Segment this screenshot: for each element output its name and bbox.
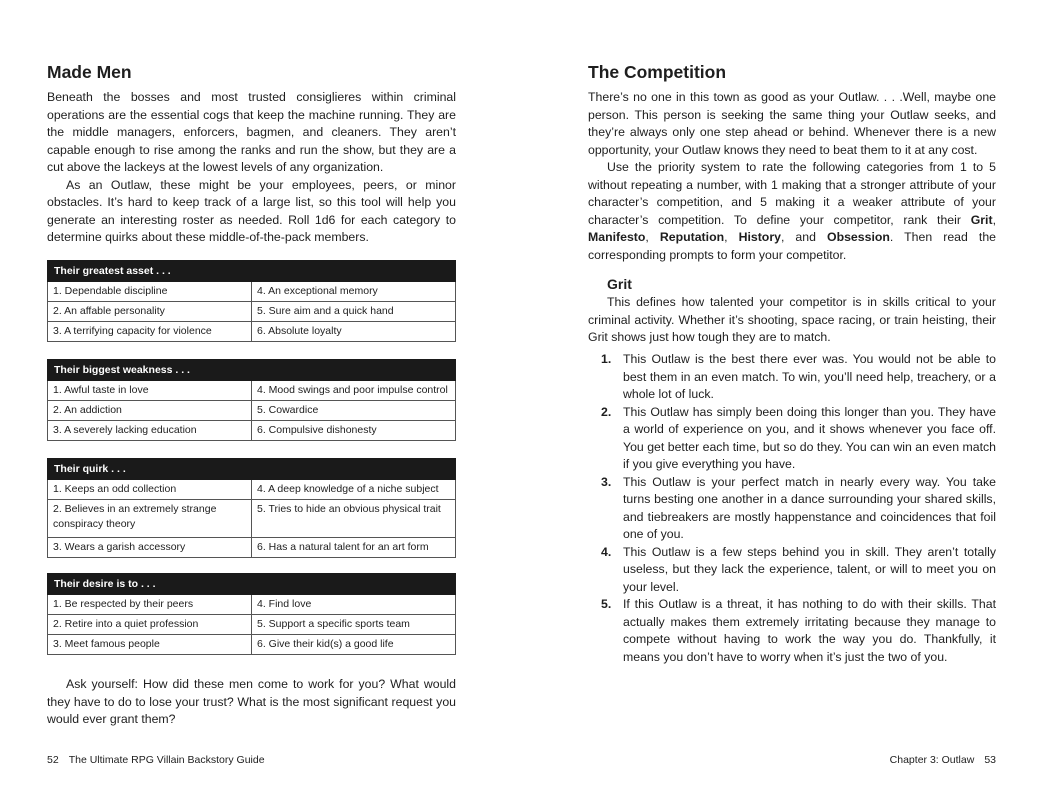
paragraph: This defines how talented your competitor is in skills critical to your criminal activity. Whether it’s shooting, space racing, or train heisting, their Grit shows just how tough they are to match. — [588, 295, 996, 344]
page-footer — [47, 754, 265, 766]
term-reputation: Reputation — [659, 230, 725, 244]
intro-text — [588, 89, 996, 264]
term-grit: Grit — [970, 212, 993, 227]
grit-text — [588, 294, 996, 347]
intro-text — [47, 89, 456, 247]
page-number: 53 — [984, 754, 996, 766]
list-item: 1. This Outlaw is the best there ever was. You would not be able to best them in an even match. To win, you’ll need help, treachery, or a whole lot of luck. — [601, 352, 996, 401]
table-row — [48, 302, 456, 322]
term-manifesto: Manifesto — [588, 230, 646, 244]
table-row — [48, 595, 456, 615]
table-header: Their quirk . . . — [48, 459, 456, 480]
paragraph: As an Outlaw, these might be your employees, peers, or minor obstacles. It’s hard to keep track of a large list, so this tool will help you generate an interesting roster as needed. Roll 1d6 for each category to determine quirks about these middle-of-the-pack members. — [47, 177, 456, 244]
list-item: 5. If this Outlaw is a threat, it has nothing to do with their skills. That actually makes them extremely irritating because they manage to compete without having to work the way you do. Thankfully, it means you don’t have to worry when it’s just the two of you. — [601, 597, 996, 664]
list-item: 3. This Outlaw is your perfect match in nearly every way. You take turns besting one another in a dance surrounding your shared skills, and tiebreakers are mostly happenstance and coincidences that foil one of you. — [601, 474, 996, 541]
term-history: History — [738, 230, 781, 244]
table-header: Their biggest weakness . . . — [48, 360, 456, 381]
paragraph: There’s no one in this town as good as your Outlaw. . . .Well, maybe one person. This person is seeking the same thing your Outlaw seeks, and they’re always only one step ahead or behind. Whenever there is a new opportunity, your Outlaw knows they need to beat them to it at any cost. — [588, 90, 996, 157]
term-obsession: Obsession — [827, 230, 890, 244]
roll-table-desire — [47, 573, 456, 655]
closing-text — [47, 676, 456, 729]
table-row — [48, 322, 456, 342]
table-row — [48, 500, 456, 538]
table-cell: 1. Dependable discipline — [48, 282, 252, 302]
page-title: The Competition — [588, 62, 727, 82]
section-heading: Grit — [607, 276, 632, 292]
roll-table-quirk — [47, 458, 456, 558]
chapter-title: Chapter 3: Outlaw — [889, 754, 975, 766]
roll-table-asset — [47, 260, 456, 342]
page-title: Made Men — [47, 62, 132, 82]
table-cell: 2. An affable personality — [48, 302, 252, 322]
page-footer — [890, 754, 996, 766]
table-cell: 2. An addiction — [48, 401, 252, 421]
table-row — [48, 401, 456, 421]
table-cell: 3. Wears a garish accessory — [48, 538, 252, 558]
table-header: Their desire is to . . . — [48, 574, 456, 595]
table-cell: 3. Meet famous people — [48, 635, 252, 655]
book-title: The Ultimate RPG Villain Backstory Guide — [68, 754, 265, 766]
table-cell: 5. Support a specific sports team — [252, 615, 456, 635]
table-cell: 5. Tries to hide an obvious physical trait — [252, 500, 456, 538]
page-number: 52 — [47, 754, 59, 766]
table-cell: 4. Find love — [252, 595, 456, 615]
table-row — [48, 381, 456, 401]
table-header: Their greatest asset . . . — [48, 261, 456, 282]
table-cell: 4. A deep knowledge of a niche subject — [252, 480, 456, 500]
table-row — [48, 421, 456, 441]
table-cell: 5. Sure aim and a quick hand — [252, 302, 456, 322]
table-cell: 4. Mood swings and poor impulse control — [252, 381, 456, 401]
table-cell: 4. An exceptional memory — [252, 282, 456, 302]
table-cell: 1. Awful taste in love — [48, 381, 252, 401]
table-cell: 2. Retire into a quiet profession — [48, 615, 252, 635]
table-row — [48, 635, 456, 655]
table-cell: 1. Be respected by their peers — [48, 595, 252, 615]
table-cell: 3. A severely lacking education — [48, 421, 252, 441]
table-cell: 3. A terrifying capacity for violence — [48, 322, 252, 342]
paragraph: Ask yourself: How did these men come to work for you? What would they have to do to lose your trust? What is the most significant request you would ever grant them? — [47, 677, 456, 726]
table-cell: 6. Give their kid(s) a good life — [252, 635, 456, 655]
paragraph: Use the priority system to rate the following categories from 1 to 5 without repeating a number, with 1 making that a stronger attribute of your character’s competition, and 5 making it a weaker attribute of your character’s competition. To define your competitor, rank their Grit, Manifesto, Reputation, History, and Obsession. Then read the corresponding prompts to form your competitor. — [588, 160, 996, 262]
table-row — [48, 282, 456, 302]
table-cell: 6. Compulsive dishonesty — [252, 421, 456, 441]
list-item: 4. This Outlaw is a few steps behind you in skill. They aren’t totally useless, but they lack the experience, talent, or will to meet you on your level. — [601, 544, 996, 594]
grit-list — [588, 351, 996, 666]
table-row — [48, 480, 456, 500]
paragraph: Beneath the bosses and most trusted consiglieres within criminal operations are the essential cogs that keep the machine running. They are the middle managers, enforcers, bagmen, and cleaners. They aren’t capable enough to rise among the ranks and run the show, but they are a cut above the lackeys at the lowest levels of any organization. — [47, 90, 456, 174]
table-cell: 6. Absolute loyalty — [252, 322, 456, 342]
roll-table-weakness — [47, 359, 456, 441]
table-row — [48, 615, 456, 635]
table-cell: 2. Believes in an extremely strange conspiracy theory — [48, 500, 252, 538]
table-row — [48, 538, 456, 558]
list-item: 2. This Outlaw has simply been doing this longer than you. They have a world of experience on you, and it shows whenever you face off. You get better each time, but so do they. You can win an even match if you give everything you have. — [601, 404, 996, 471]
table-cell: 1. Keeps an odd collection — [48, 480, 252, 500]
table-cell: 5. Cowardice — [252, 401, 456, 421]
table-cell: 6. Has a natural talent for an art form — [252, 538, 456, 558]
